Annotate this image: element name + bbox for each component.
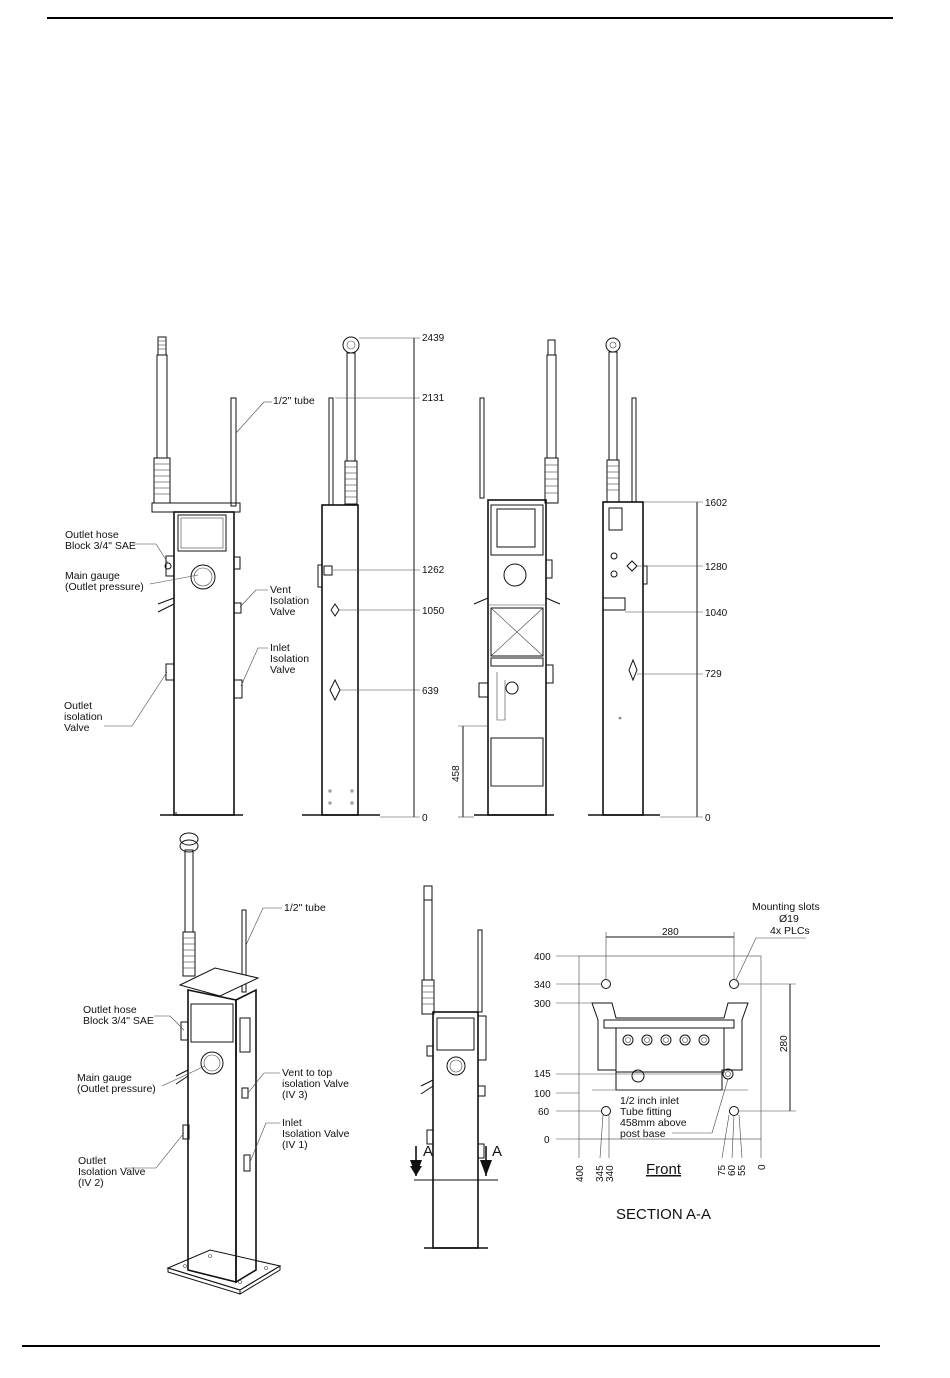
iso-callout-outlet-hose-line1: Outlet hose: [83, 1004, 137, 1016]
dim-1602: 1602: [705, 498, 728, 509]
dim-1040: 1040: [705, 608, 728, 619]
front-elevation-view: [152, 337, 243, 815]
section-dim-left-400: 400: [534, 952, 551, 963]
rear-elevation-view: [588, 338, 728, 824]
section-dim-left-60: 60: [538, 1107, 550, 1118]
callout-main-gauge-line1: Main gauge: [65, 570, 120, 582]
iso-callout-outlet-line3: (IV 2): [78, 1177, 104, 1189]
dim-2131: 2131: [422, 393, 445, 404]
callout-outlet-iso-line3: Valve: [64, 722, 90, 734]
callout-main-gauge-line2: (Outlet pressure): [65, 581, 144, 593]
callout-vent-line3: Valve: [270, 606, 296, 618]
front-view-callouts: [64, 395, 315, 734]
callout-inlet-line3: Valve: [270, 664, 296, 676]
dim-0-rear: 0: [705, 813, 711, 824]
callout-outlet-hose-line2: Block 3/4" SAE: [65, 540, 136, 552]
iso-callout-outlet-hose-line2: Block 3/4" SAE: [83, 1015, 154, 1027]
dim-0-side: 0: [422, 813, 428, 824]
section-dim-bottom-340: 340: [605, 1165, 616, 1182]
dim-2439: 2439: [422, 333, 445, 344]
iso-callout-outlet-line2: Isolation Valve: [78, 1166, 146, 1178]
iso-callout-vent-line2: isolation Valve: [282, 1078, 349, 1090]
iso-view-callouts: [77, 902, 350, 1189]
dim-1262: 1262: [422, 565, 445, 576]
section-front-label: Front: [646, 1161, 682, 1178]
iso-callout-inlet-line1: Inlet: [282, 1117, 302, 1129]
section-cut-view: [410, 886, 502, 1248]
iso-callout-half-inch-tube: 1/2" tube: [284, 902, 326, 914]
iso-callout-outlet-line1: Outlet: [78, 1155, 107, 1167]
section-dim-left-145: 145: [534, 1069, 551, 1080]
isometric-view: [168, 833, 280, 1294]
side-elevation-view: [302, 333, 445, 824]
dim-1050: 1050: [422, 606, 445, 617]
inlet-note-line2: Tube fitting: [620, 1106, 672, 1118]
dim-639: 639: [422, 686, 439, 697]
callout-outlet-hose-line1: Outlet hose: [65, 529, 119, 541]
iso-callout-main-gauge-line1: Main gauge: [77, 1072, 132, 1084]
dim-729: 729: [705, 669, 722, 680]
mounting-slots-line3: 4x PLCs: [770, 925, 810, 937]
section-marker-right: A: [492, 1143, 503, 1160]
internal-view: [451, 340, 560, 817]
section-dim-bottom-400: 400: [575, 1165, 586, 1182]
inlet-note-line3: 458mm above: [620, 1117, 687, 1129]
callout-inlet-line2: Isolation: [270, 653, 310, 665]
callout-outlet-iso-line1: Outlet: [64, 700, 93, 712]
iso-callout-vent-line3: (IV 3): [282, 1089, 308, 1101]
section-dim-top-280: 280: [662, 927, 679, 938]
section-dim-right-280: 280: [779, 1035, 790, 1052]
callout-outlet-iso-line2: isolation: [64, 711, 103, 723]
section-dim-left-300: 300: [534, 999, 551, 1010]
section-dim-left-100: 100: [534, 1089, 551, 1100]
iso-callout-inlet-line2: Isolation Valve: [282, 1128, 350, 1140]
iso-callout-vent-line1: Vent to top: [282, 1067, 333, 1079]
dim-458: 458: [451, 765, 462, 782]
mounting-slots-line1: Mounting slots: [752, 901, 820, 913]
section-dim-left-0: 0: [544, 1135, 550, 1146]
callout-inlet-line1: Inlet: [270, 642, 290, 654]
section-dim-bottom-345: 345: [595, 1165, 606, 1182]
dim-1280: 1280: [705, 562, 728, 573]
section-dim-left-340: 340: [534, 980, 551, 991]
callout-half-inch-tube: 1/2" tube: [273, 395, 315, 407]
callout-vent-line1: Vent: [270, 584, 292, 596]
section-dim-bottom-75: 75: [717, 1164, 728, 1176]
inlet-note-line4: post base: [620, 1128, 666, 1140]
section-dim-bottom-0: 0: [757, 1164, 768, 1170]
section-a-a-plan: [534, 901, 820, 1223]
iso-callout-inlet-line3: (IV 1): [282, 1139, 308, 1151]
section-title: SECTION A-A: [616, 1206, 712, 1223]
section-dim-bottom-60: 60: [727, 1164, 738, 1176]
mounting-slots-line2: Ø19: [779, 913, 799, 925]
section-dim-bottom-55: 55: [737, 1164, 748, 1176]
inlet-note-line1: 1/2 inch inlet: [620, 1095, 679, 1107]
callout-vent-line2: Isolation: [270, 595, 310, 607]
iso-callout-main-gauge-line2: (Outlet pressure): [77, 1083, 156, 1095]
section-marker-left: A: [423, 1143, 434, 1160]
